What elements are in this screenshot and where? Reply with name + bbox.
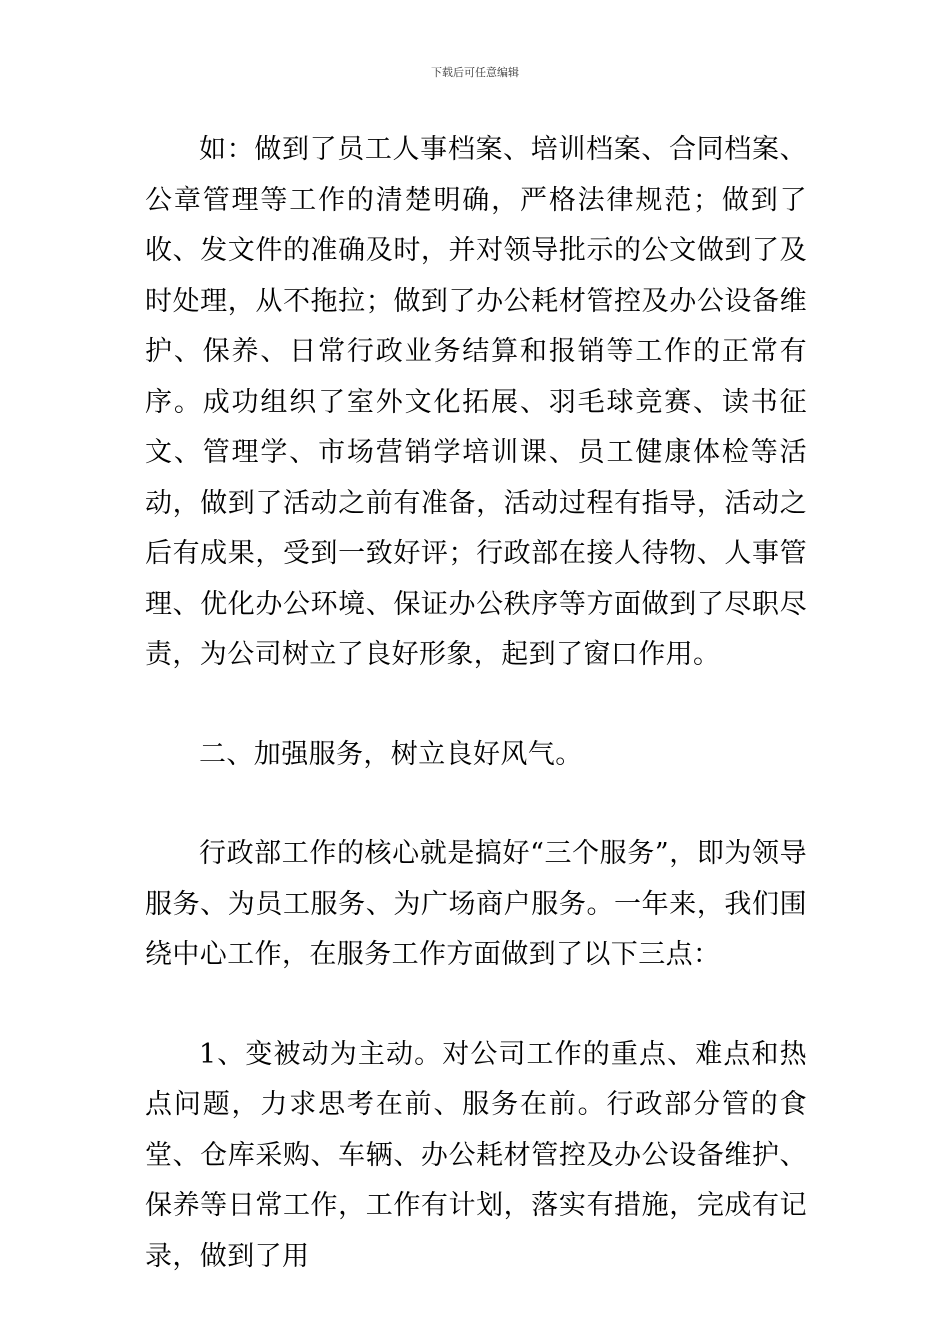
paragraph-work-results: 如：做到了员工人事档案、培训档案、合同档案、公章管理等工作的清楚明确，严格法律规范；做到了收、发文件的准确及时，并对领导批示的公文做到了及时处理，从不拖拉；做到了办公耗材管控及办公设备维护、保养、日常行政业务结算和报销等工作的正常有序。成功组织了室外文化拓展、羽毛球竞赛、读书征文、管理学、市场营销学培训课、员工健康体检等活动，做到了活动之前有准备，活动过程有指导，活动之后有成果，受到一致好评；行政部在接人待物、人事管理、优化办公环境、保证办公秩序等方面做到了尽职尽责，为公司树立了良好形象，起到了窗口作用。	[145, 134, 807, 670]
paragraph-three-services: 行政部工作的核心就是搞好“三个服务”，即为领导服务、为员工服务、为广场商户服务。一年来，我们围绕中心工作，在服务工作方面做到了以下三点：	[145, 838, 807, 970]
paragraph-point-one: 1、变被动为主动。对公司工作的重点、难点和热点问题，力求思考在前、服务在前。行政部分管的食堂、仓库采购、车辆、办公耗材管控及办公设备维护、保养等日常工作，工作有计划，落实有措施，完成有记录，做到了用	[145, 1038, 807, 1272]
document-body	[145, 125, 807, 1282]
section-heading-service: 二、加强服务，树立良好风气。	[199, 738, 583, 770]
page-header-note: 下载后可任意编辑	[431, 66, 519, 79]
